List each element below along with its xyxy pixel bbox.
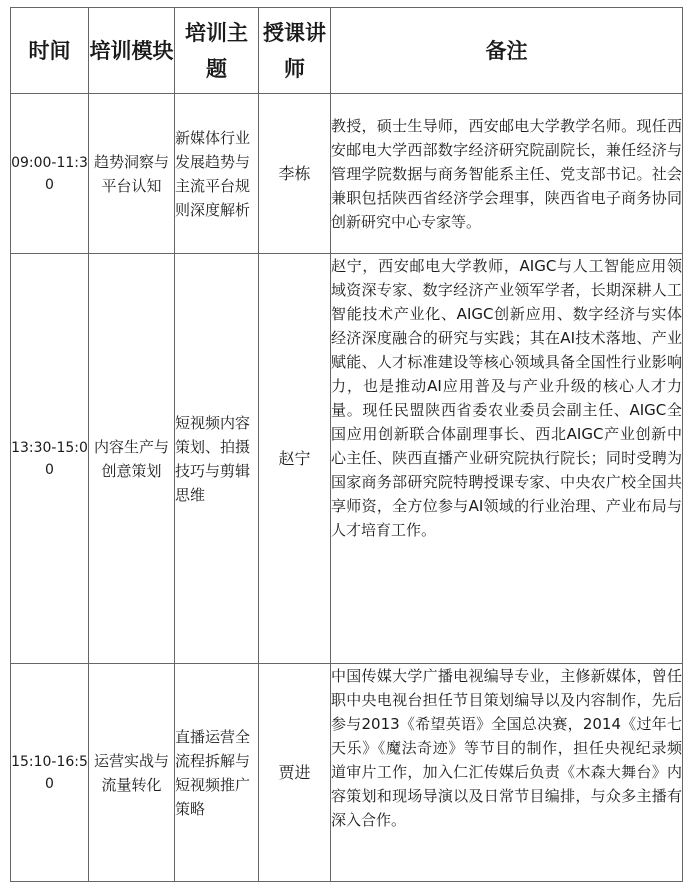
session-module: 内容生产与创意策划	[89, 254, 175, 664]
header-module: 培训模块	[89, 8, 175, 94]
session-module: 运营实战与流量转化	[89, 664, 175, 882]
header-row	[11, 8, 683, 94]
table-row	[11, 254, 683, 664]
header-time: 时间	[11, 8, 89, 94]
header-topic: 培训主题	[175, 8, 259, 94]
session-time: 09:00-11:30	[11, 94, 89, 254]
session-module: 趋势洞察与平台认知	[89, 94, 175, 254]
table-row	[11, 664, 683, 882]
session-time: 15:10-16:50	[11, 664, 89, 882]
schedule-table	[10, 7, 683, 882]
session-remarks: 中国传媒大学广播电视编导专业，主修新媒体，曾任职中央电视台担任节目策划编导以及内容制作，先后参与2013《希望英语》全国总决赛，2014《过年七天乐》《魔法奇迹》等节目的制作，担任央视纪录频道审片工作，加入仁汇传媒后负责《木森大舞台》内容策划和现场导演以及日常节目编排，与众多主播有深入合作。	[331, 664, 683, 882]
session-time: 13:30-15:00	[11, 254, 89, 664]
session-teacher: 贾进	[259, 664, 331, 882]
session-topic: 新媒体行业发展趋势与主流平台规则深度解析	[175, 94, 259, 254]
session-topic: 直播运营全流程拆解与短视频推广策略	[175, 664, 259, 882]
session-teacher: 赵宁	[259, 254, 331, 664]
session-remarks: 赵宁，西安邮电大学教师，AIGC与人工智能应用领域资深专家、数字经济产业领军学者，长期深耕人工智能技术产业化、AIGC创新应用、数字经济与实体经济深度融合的研究与实践；其在AI技术落地、产业赋能、人才标准建设等核心领域具备全国性行业影响力，也是推动AI应用普及与产业升级的核心人才力量。现任民盟陕西省委农业委员会副主任、AIGC全国应用创新联合体副理事长、西北AIGC产业创新中心主任、陕西直播产业研究院执行院长；同时受聘为国家商务部研究院特聘授课专家、中央农广校全国共享师资，全方位参与AI领域的行业治理、产业布局与人才培育工作。	[331, 254, 683, 664]
header-remarks: 备注	[331, 8, 683, 94]
header-teacher: 授课讲师	[259, 8, 331, 94]
session-teacher: 李栋	[259, 94, 331, 254]
table-row	[11, 94, 683, 254]
session-topic: 短视频内容策划、拍摄技巧与剪辑思维	[175, 254, 259, 664]
session-remarks: 教授，硕士生导师，西安邮电大学教学名师。现任西安邮电大学西部数字经济研究院副院长，兼任经济与管理学院数据与商务智能系主任、党支部书记。社会兼职包括陕西省经济学会理事，陕西省电子商务协同创新研究中心专家等。	[331, 94, 683, 254]
